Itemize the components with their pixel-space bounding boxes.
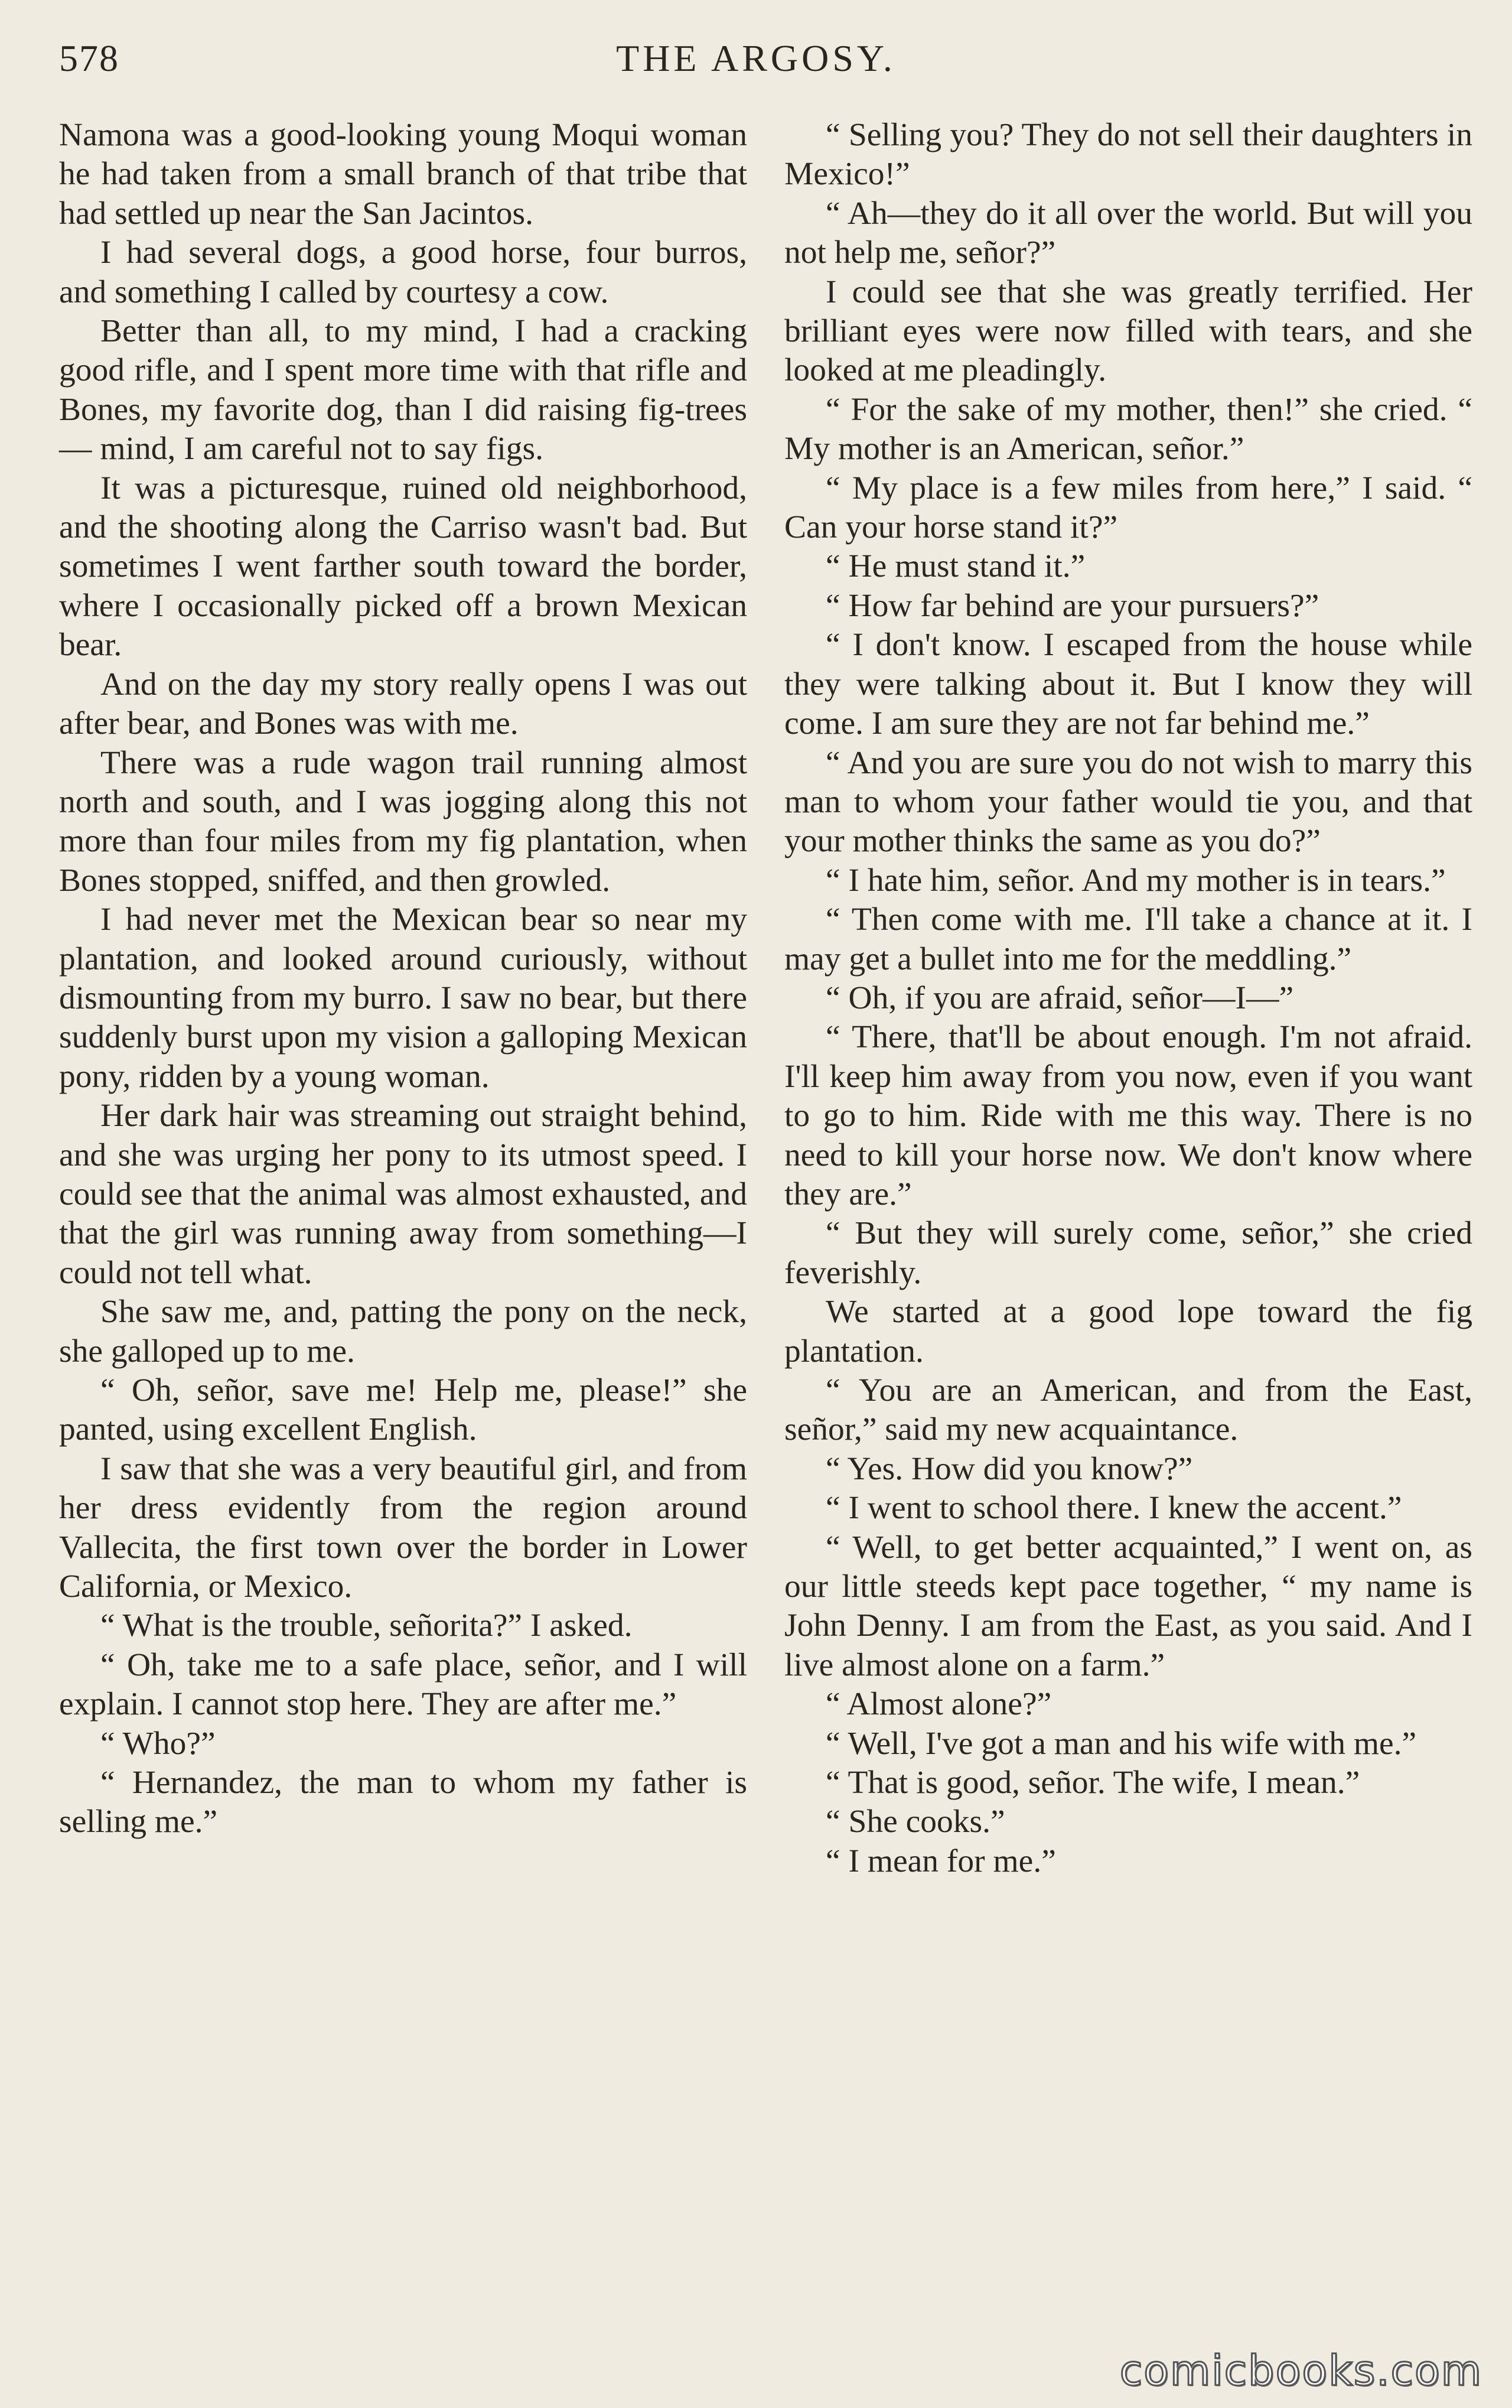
paragraph: “ Ah—they do it all over the world. But will you not help me, señor?” [784, 195, 1472, 271]
paragraph: “ And you are sure you do not wish to marry this man to whom your father would tie you, and that your mother thinks the same as you do?” [784, 744, 1472, 860]
page-header [59, 37, 1453, 90]
paragraph: “ Well, I've got a man and his wife with me.” [826, 1725, 1417, 1762]
paragraph: I saw that she was a very beautiful girl, and from her dress evidently from the region around Vallecita, the first town over the border in Lower California, or Mexico. [59, 1450, 747, 1605]
paragraph: “ Hernandez, the man to whom my father is selling me.” [59, 1765, 747, 1840]
watermark: comicbooks.com [1119, 2347, 1482, 2395]
paragraph: “ I mean for me.” [826, 1843, 1056, 1879]
paragraph: “ Yes. How did you know?” [826, 1450, 1193, 1487]
paragraph: “ You are an American, and from the East, señor,” said my new acquaintance. [784, 1372, 1472, 1448]
paragraph: Her dark hair was streaming out straight behind, and she was urging her pony to its utmost speed. I could see that the animal was almost exhausted, and that the girl was running away from something—I could not tell what. [59, 1098, 747, 1291]
paragraph: “ I went to school there. I knew the accent.” [826, 1490, 1402, 1527]
right-column [784, 116, 1472, 1881]
paragraph: “ My place is a few miles from here,” I said. “ Can your horse stand it?” [784, 470, 1472, 546]
left-column [59, 116, 747, 1842]
paragraph: She saw me, and, patting the pony on the neck, she galloped up to me. [59, 1294, 747, 1369]
paragraph: Better than all, to my mind, I had a cracking good rifle, and I spent more time with that rifle and Bones, my favorite dog, than I did raising fig-trees— mind, I am careful not to say figs. [59, 313, 747, 467]
paragraph: “ Then come with me. I'll take a chance at it. I may get a bullet into me for the meddling.” [784, 902, 1472, 977]
paragraph: There was a rude wagon trail running almost north and south, and I was jogging along this not more than four miles from my fig plantation, when Bones stopped, sniffed, and then growled. [59, 744, 747, 899]
paragraph: “ What is the trouble, señorita?” I asked. [100, 1607, 633, 1644]
paragraph: “ Oh, take me to a safe place, señor, and I will explain. I cannot stop here. They are after me.” [59, 1646, 747, 1723]
paragraph: “ I hate him, señor. And my mother is in tears.” [826, 862, 1446, 899]
paragraph: “ Oh, señor, save me! Help me, please!” she panted, using excellent English. [59, 1372, 747, 1448]
paragraph: “ Well, to get better acquainted,” I went on, as our little steeds kept pace together, “ my name is John Denny. I am from the East, as you said. And I live almost alone on a farm.” [784, 1529, 1472, 1683]
paragraph: “ She cooks.” [826, 1804, 1005, 1840]
paragraph: I had never met the Mexican bear so near my plantation, and looked around curiously, without dismounting from my burro. I saw no bear, but there suddenly burst upon my vision a galloping Mexican pony, ridden by a young woman. [59, 902, 747, 1095]
paragraph: I had several dogs, a good horse, four burros, and something I called by courtesy a cow. [59, 235, 747, 310]
paragraph: We started at a good lope toward the fig plantation. [784, 1294, 1472, 1369]
paragraph: “ I don't know. I escaped from the house while they were talking about it. But I know they will come. I am sure they are not far behind me.” [784, 627, 1472, 742]
paragraph: “ How far behind are your pursuers?” [826, 587, 1319, 624]
paragraph: “ Who?” [100, 1725, 216, 1762]
paragraph: “ He must stand it.” [826, 548, 1086, 585]
paragraph: It was a picturesque, ruined old neighborhood, and the shooting along the Carriso wasn't bad. But sometimes I went farther south toward the border, where I occasionally picked off a brown Mexican bear. [59, 470, 747, 663]
paragraph: “ There, that'll be about enough. I'm not afraid. I'll keep him away from you now, even if you want to go to him. Ride with me this way. There is no need to kill your horse now. We don't know where they are.” [784, 1019, 1472, 1212]
paragraph: Namona was a good-looking young Moqui woman he had taken from a small branch of that tribe that had settled up near the San Jacintos. [59, 117, 747, 232]
paragraph: “ Almost alone?” [826, 1686, 1052, 1723]
paragraph: And on the day my story really opens I was out after bear, and Bones was with me. [59, 666, 747, 742]
paragraph: “ But they will surely come, señor,” she cried feverishly. [784, 1215, 1472, 1291]
paragraph: “ Selling you? They do not sell their daughters in Mexico!” [784, 117, 1472, 193]
paragraph: “ For the sake of my mother, then!” she cried. “ My mother is an American, señor.” [784, 391, 1472, 467]
running-head: THE ARGOSY. [616, 37, 896, 79]
page-number: 578 [59, 37, 119, 79]
paragraph: “ That is good, señor. The wife, I mean.” [826, 1765, 1360, 1801]
paragraph: I could see that she was greatly terrified. Her brilliant eyes were now filled with tears, and she looked at me pleadingly. [784, 274, 1472, 389]
paragraph: “ Oh, if you are afraid, señor—I—” [826, 980, 1294, 1016]
